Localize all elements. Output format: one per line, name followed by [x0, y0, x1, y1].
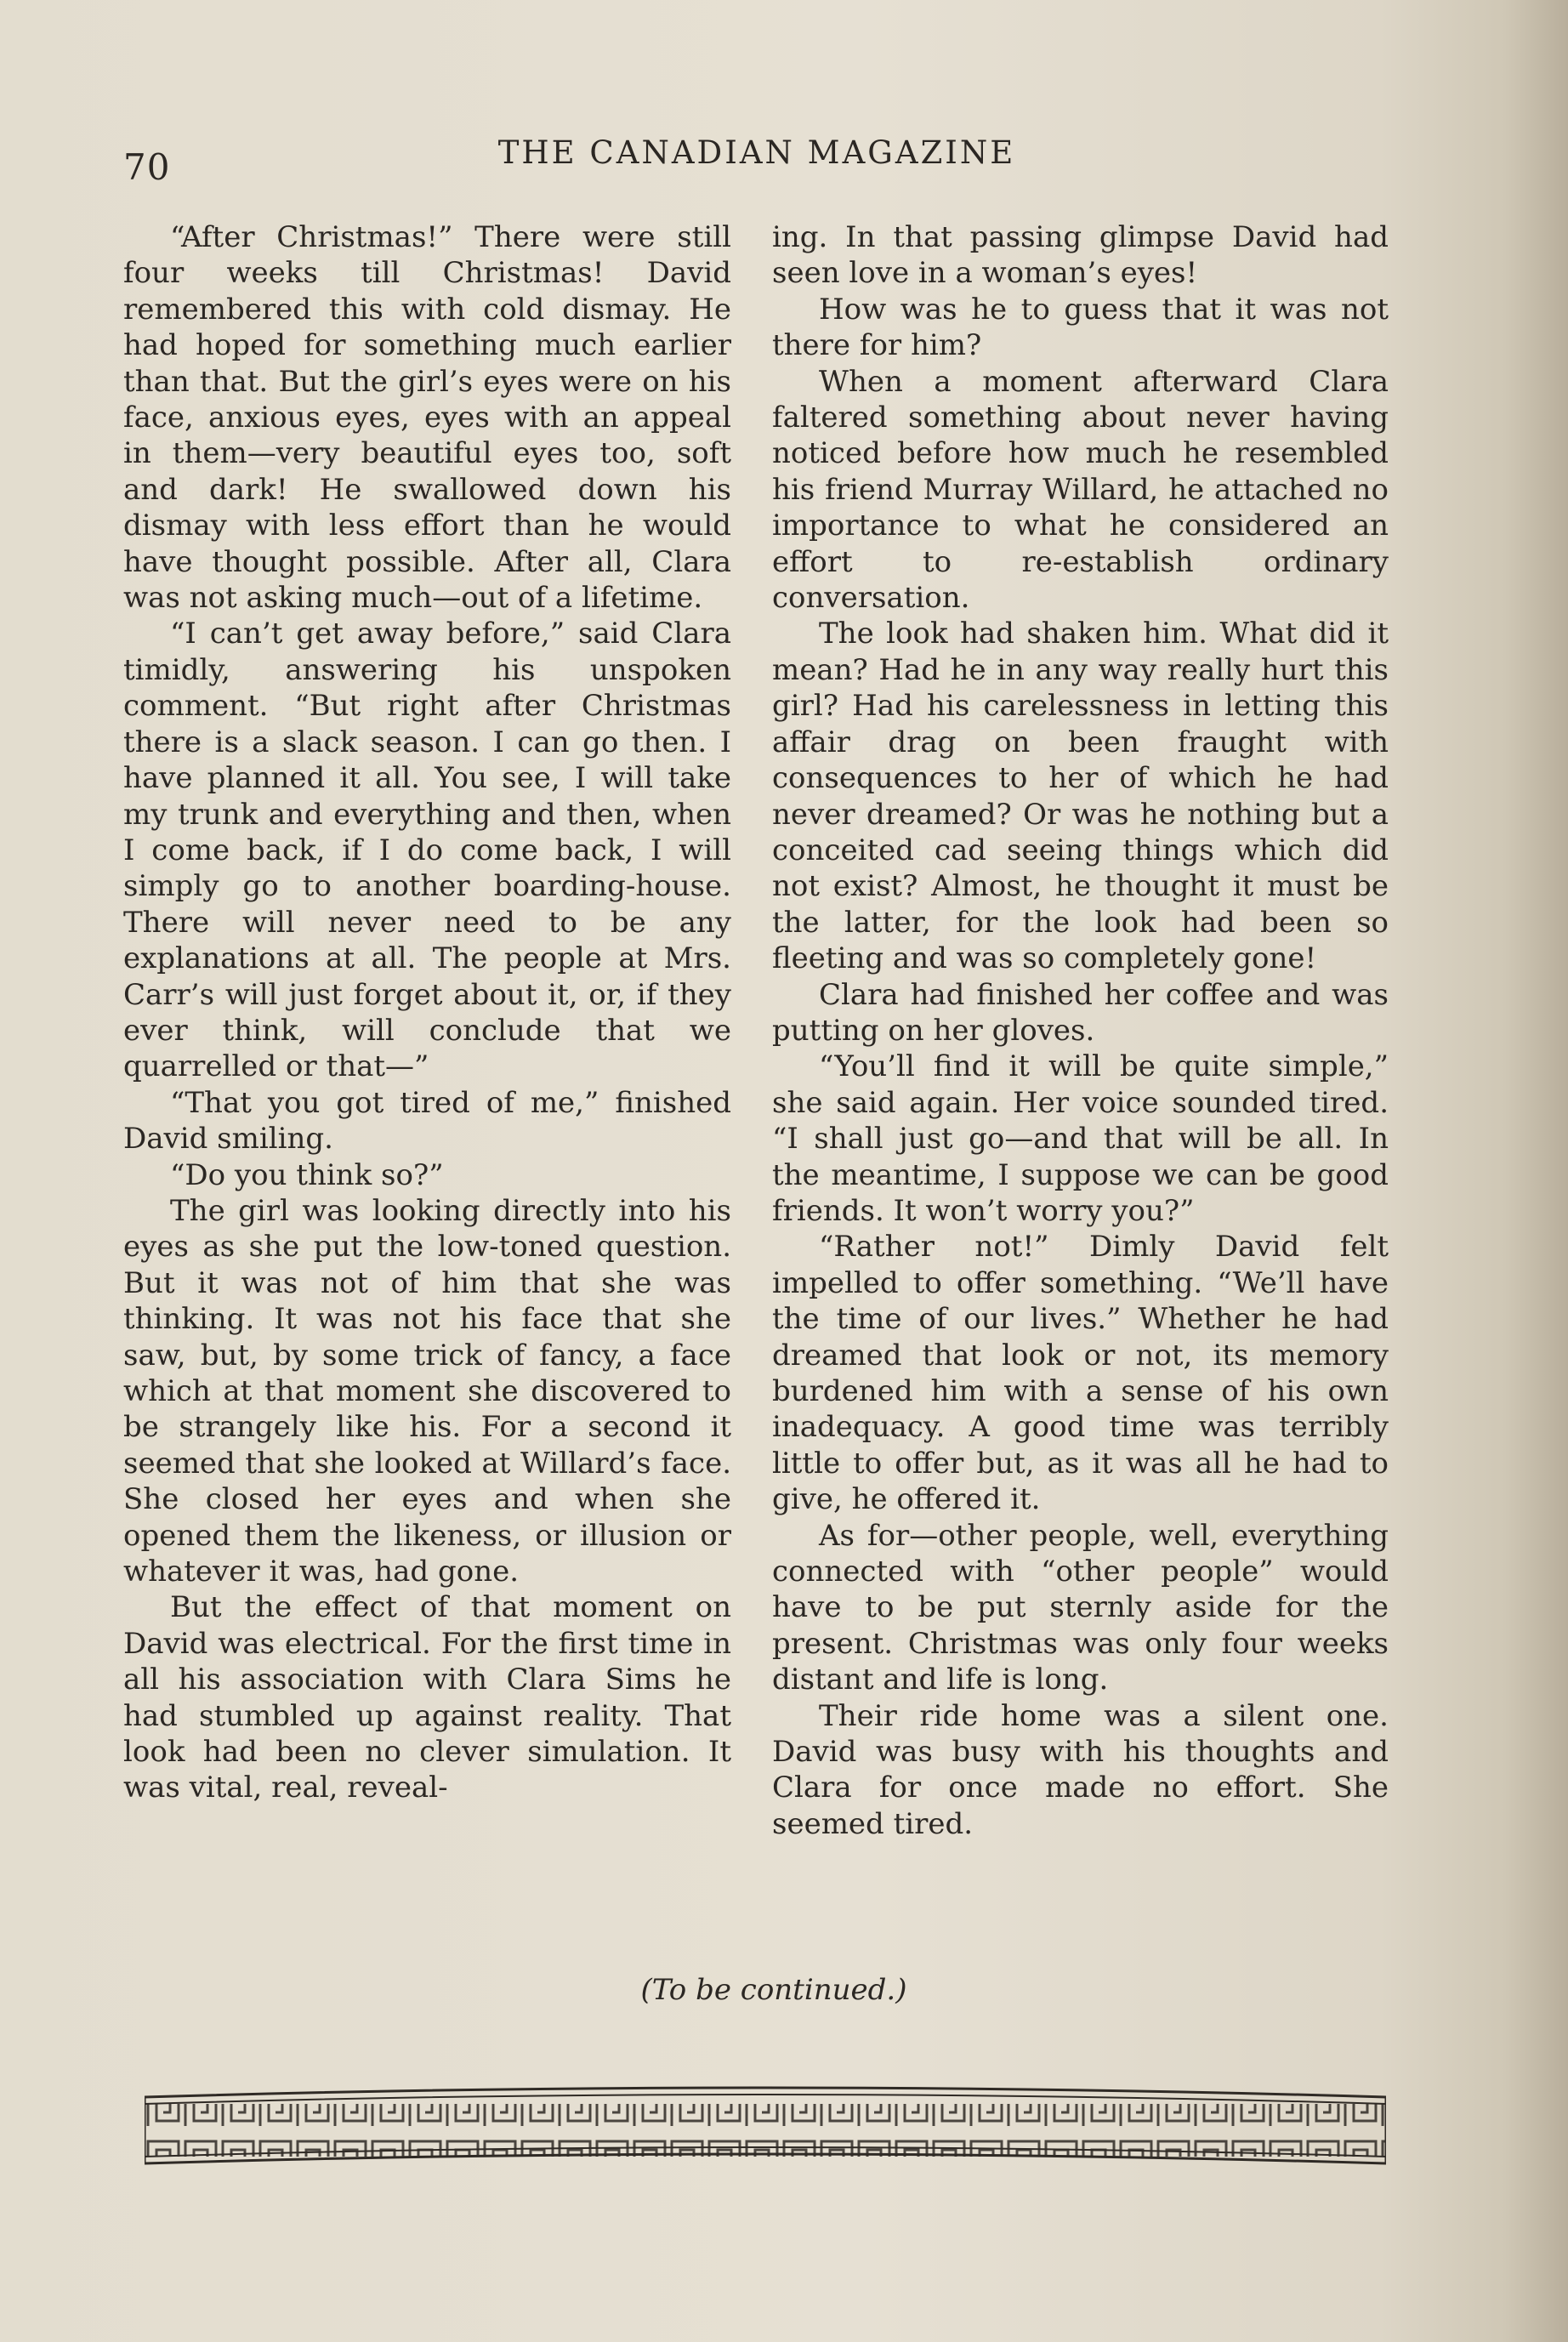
- paragraph-continuation: ing. In that passing glimpse David had seen love in a woman’s eyes!: [772, 220, 1389, 291]
- paragraph: Clara had finished her coffee and was putting on her gloves.: [772, 977, 1389, 1048]
- running-title: THE CANADIAN MAGAZINE: [497, 134, 1016, 171]
- paragraph: “I can’t get away before,” said Clara timidly, answering his unspoken comment. “But right after Christmas there is a slack season. I can go then. I have planned it all. You see, I will take my trunk and everything and then, when I come back, if I do come back, I will simply go to another boarding-house. There will never need to be any explanations at all. The people at Mrs. Carr’s will just forget about it, or, if they ever think, will conclude that we quarrelled or that—”: [123, 617, 731, 1084]
- continued-note: (To be continued.): [640, 1973, 907, 2007]
- paragraph: “Rather not!” Dimly David felt impelled to offer something. “We’ll have the time of our lives.” Whether he had dreamed that look or not, its memory burdened him with a sense of his own inadequacy. A good time was terribly little to offer but, as it was all he had to give, he offered it.: [772, 1230, 1389, 1517]
- paragraph: As for—other people, well, everything connected with “other people” would have to be put sternly aside for the present. Christmas was only four weeks distant and life is long.: [772, 1518, 1389, 1697]
- paragraph: “After Christmas!” There were still four weeks till Christmas! David remembered this with cold dismay. He had hoped for something much earlier than that. But the girl’s eyes were on his face, anxious eyes, eyes with an appeal in them—very beautiful eyes too, soft and dark! He swallowed down his dismay with less effort than he would have thought possible. After all, Clara was not asking much—out of a lifetime.: [123, 220, 731, 616]
- paragraph: But the effect of that moment on David was electrical. For the first time in all his association with Clara Sims he had stumbled up against reality. That look had been no clever simulation. It was vital, real, reveal-: [123, 1590, 731, 1805]
- paragraph: “You’ll find it will be quite simple,” she said again. Her voice sounded tired. “I shall just go—and that will be all. In the meantime, I suppose we can be good friends. It won’t worry you?”: [772, 1049, 1389, 1228]
- paragraph: “Do you think so?”: [170, 1157, 444, 1192]
- paragraph: “That you got tired of me,” finished David smiling.: [123, 1085, 731, 1157]
- right-column: [772, 219, 1389, 1842]
- paragraph: The look had shaken him. What did it mean? Had he in any way really hurt this girl? Had his carelessness in letting this affair drag on been fraught with consequences to her of which he had never dreamed? Or was he nothing but a conceited cad seeing things which did not exist? Almost, he thought it must be the latter, for the look had been so fleeting and was so completely gone!: [772, 617, 1389, 976]
- page-number: 70: [123, 146, 171, 188]
- paragraph: The girl was looking directly into his eyes as she put the low-toned question. But it was not of him that she was thinking. It was not his face that she saw, but, by some trick of fancy, a face which at that moment she discovered to be strangely like his. For a second it seemed that she looked at Willard’s face. She closed her eyes and when she opened them the likeness, or illusion or whatever it was, had gone.: [123, 1193, 731, 1589]
- left-column: [123, 219, 731, 1806]
- paragraph: When a moment afterward Clara faltered something about never having noticed before how much he resembled his friend Murray Willard, he attached no importance to what he considered an effort to re-establish ordinary conversation.: [772, 364, 1389, 616]
- paragraph: How was he to guess that it was not there for him?: [772, 292, 1389, 363]
- paragraph: Their ride home was a silent one. David was busy with his thoughts and Clara for once made no effort. She seemed tired.: [772, 1698, 1389, 1841]
- greek-key-border-ornament-icon: [145, 2082, 1386, 2175]
